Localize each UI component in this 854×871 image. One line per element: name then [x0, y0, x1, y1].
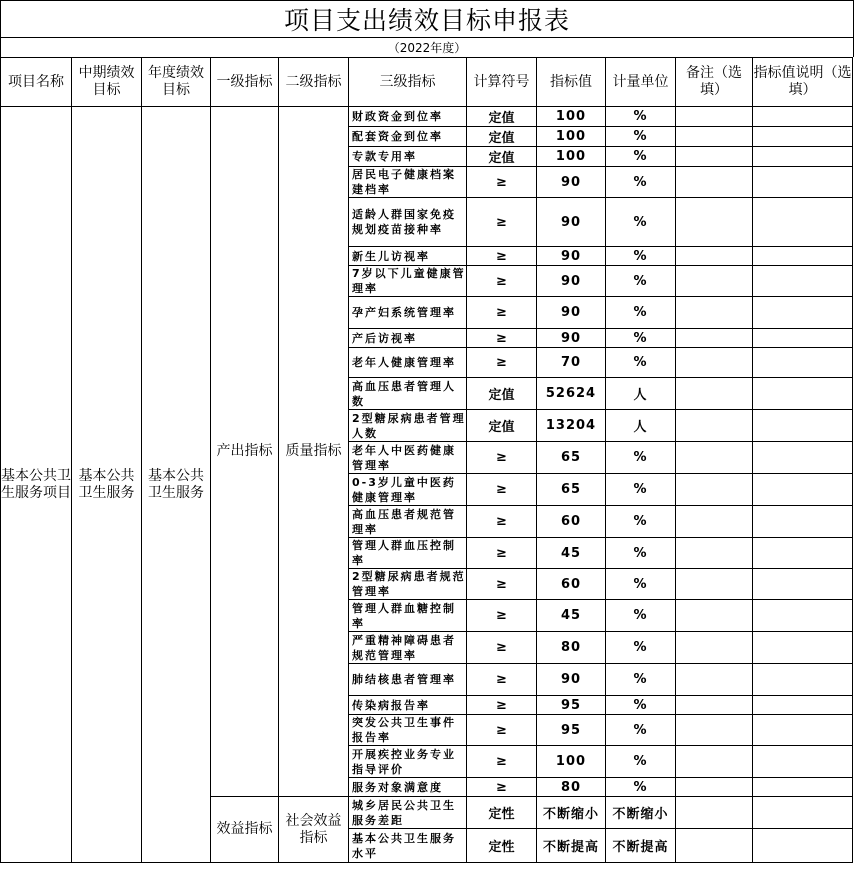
- indicator-unit: 人: [606, 378, 676, 410]
- indicator-value: 45: [537, 538, 606, 569]
- indicator-name: 高血压患者规范管理率: [349, 506, 467, 538]
- indicator-unit: %: [606, 266, 676, 297]
- indicator-value: 80: [537, 632, 606, 664]
- header-level3: 三级指标: [349, 58, 467, 107]
- indicator-name: 财政资金到位率: [349, 107, 467, 127]
- indicator-unit: %: [606, 569, 676, 600]
- indicator-value: 90: [537, 297, 606, 329]
- indicator-name: 突发公共卫生事件报告率: [349, 715, 467, 746]
- remark-cell: [676, 127, 753, 147]
- group-output: 产出指标: [211, 107, 279, 797]
- remark-cell: [676, 107, 753, 127]
- mid-term-cell: 基本公共卫生服务: [72, 107, 142, 863]
- indicator-name: 管理人群血糖控制率: [349, 600, 467, 632]
- indicator-operator: ≥: [467, 746, 537, 778]
- remark-cell: [676, 297, 753, 329]
- remark-cell: [676, 797, 753, 829]
- explain-cell: [753, 266, 853, 297]
- indicator-value: 100: [537, 107, 606, 127]
- explain-cell: [753, 715, 853, 746]
- indicator-operator: 定值: [467, 107, 537, 127]
- indicator-value: 13204: [537, 410, 606, 442]
- indicator-unit: %: [606, 474, 676, 506]
- indicator-operator: ≥: [467, 664, 537, 696]
- indicator-value: 60: [537, 569, 606, 600]
- indicator-operator: ≥: [467, 778, 537, 797]
- header-remark: 备注（选填）: [676, 58, 753, 107]
- indicator-unit: %: [606, 167, 676, 198]
- indicator-name: 老年人中医药健康管理率: [349, 442, 467, 474]
- indicator-name: 服务对象满意度: [349, 778, 467, 797]
- explain-cell: [753, 506, 853, 538]
- remark-cell: [676, 829, 753, 863]
- indicator-name: 孕产妇系统管理率: [349, 297, 467, 329]
- indicator-name: 配套资金到位率: [349, 127, 467, 147]
- explain-cell: [753, 474, 853, 506]
- explain-cell: [753, 569, 853, 600]
- header-level2: 二级指标: [279, 58, 349, 107]
- group-social: 社会效益指标: [279, 797, 349, 863]
- indicator-operator: ≥: [467, 167, 537, 198]
- indicator-value: 100: [537, 147, 606, 167]
- indicator-value: 95: [537, 715, 606, 746]
- indicator-name: 2型糖尿病患者规范管理率: [349, 569, 467, 600]
- indicator-unit: %: [606, 715, 676, 746]
- header-project-name: 项目名称: [1, 58, 72, 107]
- remark-cell: [676, 329, 753, 348]
- group-benefit: 效益指标: [211, 797, 279, 863]
- header-mid-term: 中期绩效目标: [72, 58, 142, 107]
- indicator-value: 65: [537, 474, 606, 506]
- explain-cell: [753, 147, 853, 167]
- indicator-operator: ≥: [467, 297, 537, 329]
- indicator-operator: ≥: [467, 696, 537, 715]
- indicator-name: 2型糖尿病患者管理人数: [349, 410, 467, 442]
- indicator-unit: %: [606, 329, 676, 348]
- header-row: [1, 58, 853, 107]
- indicator-value: 65: [537, 442, 606, 474]
- explain-cell: [753, 410, 853, 442]
- indicator-value: 95: [537, 696, 606, 715]
- indicator-operator: 定性: [467, 797, 537, 829]
- indicator-operator: ≥: [467, 632, 537, 664]
- remark-cell: [676, 569, 753, 600]
- indicator-unit: %: [606, 198, 676, 247]
- indicator-value: 90: [537, 167, 606, 198]
- indicator-unit: %: [606, 632, 676, 664]
- indicator-name: 适龄人群国家免疫规划疫苗接种率: [349, 198, 467, 247]
- remark-cell: [676, 266, 753, 297]
- indicator-name: 老年人健康管理率: [349, 348, 467, 378]
- indicator-name: 0-3岁儿童中医药健康管理率: [349, 474, 467, 506]
- explain-cell: [753, 329, 853, 348]
- remark-cell: [676, 247, 753, 266]
- indicator-unit: %: [606, 696, 676, 715]
- remark-cell: [676, 147, 753, 167]
- indicator-value: 100: [537, 746, 606, 778]
- indicator-name: 产后访视率: [349, 329, 467, 348]
- indicator-value: 60: [537, 506, 606, 538]
- indicator-unit: %: [606, 600, 676, 632]
- explain-cell: [753, 297, 853, 329]
- remark-cell: [676, 778, 753, 797]
- explain-cell: [753, 538, 853, 569]
- form-title: 项目支出绩效目标申报表: [0, 0, 854, 37]
- header-operator: 计算符号: [467, 58, 537, 107]
- explain-cell: [753, 167, 853, 198]
- remark-cell: [676, 600, 753, 632]
- indicator-value: 90: [537, 198, 606, 247]
- indicator-unit: %: [606, 107, 676, 127]
- explain-cell: [753, 829, 853, 863]
- indicator-value: 90: [537, 266, 606, 297]
- indicator-operator: ≥: [467, 569, 537, 600]
- indicator-operator: 定性: [467, 829, 537, 863]
- indicator-unit: 人: [606, 410, 676, 442]
- explain-cell: [753, 600, 853, 632]
- indicator-operator: ≥: [467, 538, 537, 569]
- indicator-unit: %: [606, 538, 676, 569]
- indicator-name: 严重精神障碍患者规范管理率: [349, 632, 467, 664]
- indicator-operator: ≥: [467, 442, 537, 474]
- header-level1: 一级指标: [211, 58, 279, 107]
- indicator-operator: 定值: [467, 410, 537, 442]
- indicator-unit: %: [606, 127, 676, 147]
- indicator-operator: ≥: [467, 474, 537, 506]
- indicator-name: 7岁以下儿童健康管理率: [349, 266, 467, 297]
- indicator-operator: 定值: [467, 378, 537, 410]
- explain-cell: [753, 442, 853, 474]
- indicator-unit: %: [606, 442, 676, 474]
- header-annual: 年度绩效目标: [142, 58, 211, 107]
- table-body: [1, 107, 853, 863]
- remark-cell: [676, 378, 753, 410]
- table-row: [1, 107, 853, 127]
- indicator-unit: 不断提高: [606, 829, 676, 863]
- form-year: （2022年度）: [0, 37, 854, 57]
- header-value: 指标值: [537, 58, 606, 107]
- indicator-operator: ≥: [467, 198, 537, 247]
- indicator-unit: %: [606, 506, 676, 538]
- indicator-table: [0, 57, 853, 863]
- annual-cell: 基本公共卫生服务: [142, 107, 211, 863]
- indicator-operator: ≥: [467, 247, 537, 266]
- remark-cell: [676, 715, 753, 746]
- project-name-cell: 基本公共卫生服务项目: [1, 107, 72, 863]
- indicator-value: 90: [537, 329, 606, 348]
- indicator-operator: ≥: [467, 715, 537, 746]
- indicator-operator: ≥: [467, 600, 537, 632]
- remark-cell: [676, 198, 753, 247]
- indicator-value: 80: [537, 778, 606, 797]
- indicator-name: 管理人群血压控制率: [349, 538, 467, 569]
- explain-cell: [753, 632, 853, 664]
- indicator-value: 不断提高: [537, 829, 606, 863]
- remark-cell: [676, 410, 753, 442]
- indicator-unit: %: [606, 664, 676, 696]
- explain-cell: [753, 664, 853, 696]
- header-unit: 计量单位: [606, 58, 676, 107]
- indicator-name: 高血压患者管理人数: [349, 378, 467, 410]
- indicator-value: 90: [537, 247, 606, 266]
- indicator-value: 100: [537, 127, 606, 147]
- indicator-name: 城乡居民公共卫生服务差距: [349, 797, 467, 829]
- remark-cell: [676, 348, 753, 378]
- remark-cell: [676, 746, 753, 778]
- indicator-name: 传染病报告率: [349, 696, 467, 715]
- indicator-name: 肺结核患者管理率: [349, 664, 467, 696]
- indicator-unit: %: [606, 746, 676, 778]
- remark-cell: [676, 632, 753, 664]
- explain-cell: [753, 127, 853, 147]
- explain-cell: [753, 746, 853, 778]
- remark-cell: [676, 696, 753, 715]
- explain-cell: [753, 797, 853, 829]
- indicator-name: 居民电子健康档案建档率: [349, 167, 467, 198]
- indicator-name: 基本公共卫生服务水平: [349, 829, 467, 863]
- indicator-unit: 不断缩小: [606, 797, 676, 829]
- explain-cell: [753, 198, 853, 247]
- explain-cell: [753, 348, 853, 378]
- indicator-value: 70: [537, 348, 606, 378]
- indicator-value: 52624: [537, 378, 606, 410]
- header-explain: 指标值说明（选填）: [753, 58, 853, 107]
- indicator-operator: ≥: [467, 506, 537, 538]
- remark-cell: [676, 474, 753, 506]
- remark-cell: [676, 167, 753, 198]
- indicator-operator: ≥: [467, 348, 537, 378]
- remark-cell: [676, 506, 753, 538]
- explain-cell: [753, 778, 853, 797]
- indicator-operator: ≥: [467, 329, 537, 348]
- indicator-value: 不断缩小: [537, 797, 606, 829]
- indicator-unit: %: [606, 297, 676, 329]
- indicator-name: 新生儿访视率: [349, 247, 467, 266]
- explain-cell: [753, 696, 853, 715]
- indicator-name: 专款专用率: [349, 147, 467, 167]
- indicator-unit: %: [606, 778, 676, 797]
- indicator-unit: %: [606, 247, 676, 266]
- indicator-operator: 定值: [467, 127, 537, 147]
- indicator-operator: 定值: [467, 147, 537, 167]
- indicator-name: 开展疾控业务专业指导评价: [349, 746, 467, 778]
- remark-cell: [676, 664, 753, 696]
- indicator-unit: %: [606, 147, 676, 167]
- indicator-value: 45: [537, 600, 606, 632]
- group-quality: 质量指标: [279, 107, 349, 797]
- explain-cell: [753, 247, 853, 266]
- remark-cell: [676, 538, 753, 569]
- indicator-unit: %: [606, 348, 676, 378]
- indicator-operator: ≥: [467, 266, 537, 297]
- indicator-value: 90: [537, 664, 606, 696]
- explain-cell: [753, 378, 853, 410]
- explain-cell: [753, 107, 853, 127]
- remark-cell: [676, 442, 753, 474]
